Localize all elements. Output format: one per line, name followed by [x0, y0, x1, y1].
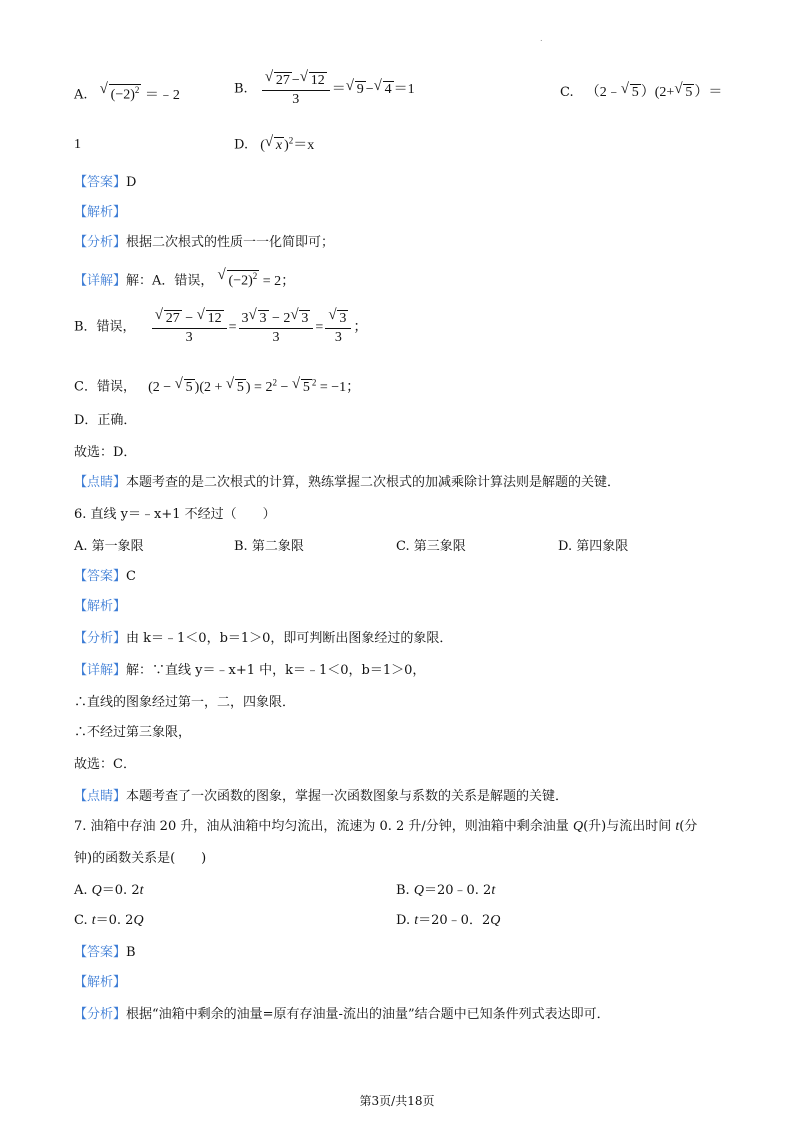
q5-fenxi: 【分析】根据二次根式的性质一一化简即可；: [74, 235, 335, 250]
q7-option-d: D. t＝20﹣0．2Q: [396, 913, 501, 928]
q6-analysis-heading: 【解析】: [74, 599, 127, 614]
q6-guxuan: 故选：C．: [74, 757, 136, 772]
q6-answer: 【答案】C: [74, 569, 136, 584]
q5-xiangjie-a: 【详解】解：A．错误， √ $(-2)^2 = 2$；: [74, 270, 295, 289]
q7-stem-line-2: 钟)的函数关系是( ): [74, 851, 207, 866]
q6-xiangjie: 【详解】解：∵直线 y＝﹣x+1 中，k＝﹣1＜0，b＝1＞0，: [74, 663, 426, 678]
q6-line-3: ∴不经过第三象限，: [74, 725, 192, 740]
q5-xiangjie-d: D．正确．: [74, 413, 137, 428]
q5-option-b: B. √ $\frac{27 -√ 12}{3}$ ＝√ 9 −√ 4 ＝1: [234, 72, 415, 107]
q7-stem-line-1: 7. 油箱中存油 20 升，油从油箱中均匀流出，流速为 0. 2 升/分钟，则油箱中剩余油量 Q(升)与流出时间 t(分: [74, 819, 698, 834]
q5-option-c-continued: 1: [74, 137, 81, 152]
q5-option-d: D. (√ x )$^2$＝x: [234, 136, 314, 153]
scan-mark: .: [540, 34, 543, 43]
q5-dianjing: 【点睛】本题考查的是二次根式的计算，熟练掌握二次根式的加减乘除计算法则是解题的关键．: [74, 475, 621, 490]
q7-analysis-heading: 【解析】: [74, 975, 127, 990]
q6-stem: 6. 直线 y＝﹣x+1 不经过（ ）: [74, 507, 276, 522]
q7-fenxi: 【分析】根据“油箱中剩余的油量=原有存油量-流出的油量”结合题中已知条件列式表达即可．: [74, 1007, 610, 1022]
q6-option-a: A. 第一象限: [74, 539, 144, 554]
q5-xiangjie-b: B．错误， √ $\frac{27 - √ 12}{3}$ = $\frac{3√ 3 - 2√ 3}{3}$ = √ $\frac{3}{3}$ ；: [74, 310, 367, 345]
q7-answer: 【答案】B: [74, 945, 136, 960]
q5-option-a: A. √ $(-2)^2$ ＝﹣2: [74, 84, 180, 103]
q6-option-d: D. 第四象限: [558, 539, 629, 554]
q6-option-c: C. 第三象限: [396, 539, 466, 554]
q7-option-c: C. t＝0. 2Q: [74, 913, 144, 928]
q5-xiangjie-c: C．错误， (2 − √ 5 )(2 + √ 5 ) = $2^2$ − √ 5 $^2$ = −1；: [74, 378, 360, 395]
q5-analysis-heading: 【解析】: [74, 205, 127, 220]
q5-option-c: C. （2﹣√ 5 ）(2+√ 5 ）＝: [560, 84, 722, 100]
q7-option-b: B. Q＝20﹣0. 2t: [396, 883, 496, 898]
q6-fenxi: 【分析】由 k＝﹣1＜0，b＝1＞0，即可判断出图象经过的象限．: [74, 631, 453, 646]
q6-option-b: B. 第二象限: [234, 539, 304, 554]
q5-answer: 【答案】D: [74, 175, 137, 190]
q6-line-2: ∴直线的图象经过第一，二，四象限．: [74, 695, 296, 710]
q5-guxuan: 故选：D．: [74, 445, 137, 460]
page-number: 第3页/共18页: [359, 1094, 435, 1108]
q6-dianjing: 【点睛】本题考查了一次函数的图象，掌握一次函数图象与系数的关系是解题的关键．: [74, 789, 569, 804]
q7-option-a: A. Q＝0. 2t: [74, 883, 144, 898]
